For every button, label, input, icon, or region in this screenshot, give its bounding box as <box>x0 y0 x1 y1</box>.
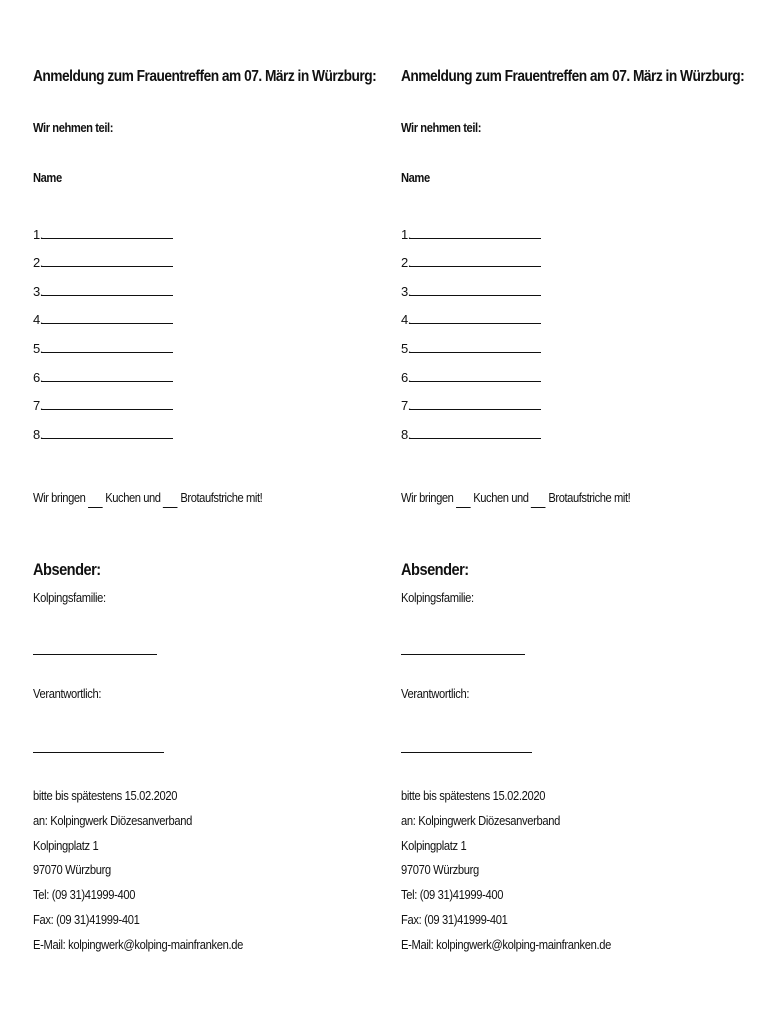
name-line <box>33 270 173 299</box>
city-line: 97070 Würzburg <box>33 862 111 878</box>
name-blank[interactable] <box>42 238 173 239</box>
email-line: E-Mail: kolpingwerk@kolping-mainfranken.de <box>401 936 612 952</box>
name-blank[interactable] <box>410 266 541 267</box>
bring-middle: Kuchen und <box>473 490 529 505</box>
name-blank[interactable] <box>42 352 173 353</box>
name-line <box>401 385 541 414</box>
name-line <box>33 242 173 271</box>
line-number: 8. <box>33 426 43 442</box>
responsible-blank[interactable] <box>401 752 532 753</box>
bring-sentence <box>401 490 630 508</box>
name-list <box>401 213 541 442</box>
bring-sentence <box>33 490 262 508</box>
deadline-line: bitte bis spätestens 15.02.2020 <box>33 788 178 803</box>
name-line <box>401 327 541 356</box>
line-number: 4. <box>401 312 411 328</box>
name-blank[interactable] <box>410 295 541 296</box>
street-line: Kolpingplatz 1 <box>33 837 99 853</box>
name-line <box>33 327 173 356</box>
line-number: 8. <box>401 426 411 442</box>
name-blank[interactable] <box>410 323 541 324</box>
line-number: 2. <box>401 255 411 271</box>
spread-count-blank[interactable] <box>163 492 178 508</box>
name-line <box>33 413 173 442</box>
email-line: E-Mail: kolpingwerk@kolping-mainfranken.de <box>33 936 244 952</box>
line-number: 5. <box>33 340 43 356</box>
sender-heading: Absender: <box>401 560 469 579</box>
name-line <box>401 299 541 328</box>
sender-heading: Absender: <box>33 560 101 579</box>
cake-count-blank[interactable] <box>88 492 103 508</box>
name-line <box>401 413 541 442</box>
fax-line: Fax: (09 31)41999-401 <box>33 911 140 927</box>
name-blank[interactable] <box>410 238 541 239</box>
name-blank[interactable] <box>410 438 541 439</box>
form-heading: Anmeldung zum Frauentreffen am 07. März in Würzburg: <box>401 68 745 85</box>
registration-form-right <box>401 0 751 1024</box>
name-blank[interactable] <box>410 381 541 382</box>
name-line <box>33 299 173 328</box>
line-number: 1. <box>33 226 43 242</box>
name-blank[interactable] <box>42 438 173 439</box>
name-list <box>33 213 173 442</box>
form-heading: Anmeldung zum Frauentreffen am 07. März in Würzburg: <box>33 68 377 85</box>
line-number: 1. <box>401 226 411 242</box>
name-blank[interactable] <box>410 409 541 410</box>
cake-count-blank[interactable] <box>456 492 471 508</box>
name-line <box>33 356 173 385</box>
line-number: 6. <box>401 369 411 385</box>
bring-middle: Kuchen und <box>105 490 161 505</box>
bring-prefix: Wir bringen <box>33 490 86 505</box>
name-blank[interactable] <box>42 409 173 410</box>
name-blank[interactable] <box>42 323 173 324</box>
address-block <box>401 787 611 961</box>
name-line <box>401 270 541 299</box>
line-number: 7. <box>33 398 43 414</box>
responsible-label: Verantwortlich: <box>401 686 470 701</box>
kolping-blank[interactable] <box>401 654 525 655</box>
name-line <box>33 213 173 242</box>
line-number: 7. <box>401 398 411 414</box>
participants-label: Wir nehmen teil: <box>33 120 113 135</box>
recipient-line: an: Kolpingwerk Diözesanverband <box>401 812 561 828</box>
name-blank[interactable] <box>410 352 541 353</box>
deadline-line: bitte bis spätestens 15.02.2020 <box>401 788 546 803</box>
line-number: 3. <box>33 283 43 299</box>
name-label: Name <box>401 170 430 185</box>
line-number: 3. <box>401 283 411 299</box>
address-block <box>33 787 243 961</box>
name-label: Name <box>33 170 62 185</box>
street-line: Kolpingplatz 1 <box>401 837 467 853</box>
name-blank[interactable] <box>42 266 173 267</box>
kolping-blank[interactable] <box>33 654 157 655</box>
name-line <box>33 385 173 414</box>
recipient-line: an: Kolpingwerk Diözesanverband <box>33 812 193 828</box>
responsible-blank[interactable] <box>33 752 164 753</box>
city-line: 97070 Würzburg <box>401 862 479 878</box>
bring-suffix: Brotaufstriche mit! <box>180 490 263 505</box>
name-line <box>401 356 541 385</box>
line-number: 5. <box>401 340 411 356</box>
kolping-label: Kolpingsfamilie: <box>33 590 106 605</box>
line-number: 4. <box>33 312 43 328</box>
bring-prefix: Wir bringen <box>401 490 454 505</box>
name-blank[interactable] <box>42 381 173 382</box>
responsible-label: Verantwortlich: <box>33 686 102 701</box>
kolping-label: Kolpingsfamilie: <box>401 590 474 605</box>
registration-form-left <box>33 0 383 1024</box>
phone-line: Tel: (09 31)41999-400 <box>401 887 504 903</box>
bring-suffix: Brotaufstriche mit! <box>548 490 631 505</box>
name-line <box>401 213 541 242</box>
spread-count-blank[interactable] <box>531 492 546 508</box>
name-blank[interactable] <box>42 295 173 296</box>
name-line <box>401 242 541 271</box>
line-number: 6. <box>33 369 43 385</box>
fax-line: Fax: (09 31)41999-401 <box>401 911 508 927</box>
participants-label: Wir nehmen teil: <box>401 120 481 135</box>
phone-line: Tel: (09 31)41999-400 <box>33 887 136 903</box>
line-number: 2. <box>33 255 43 271</box>
